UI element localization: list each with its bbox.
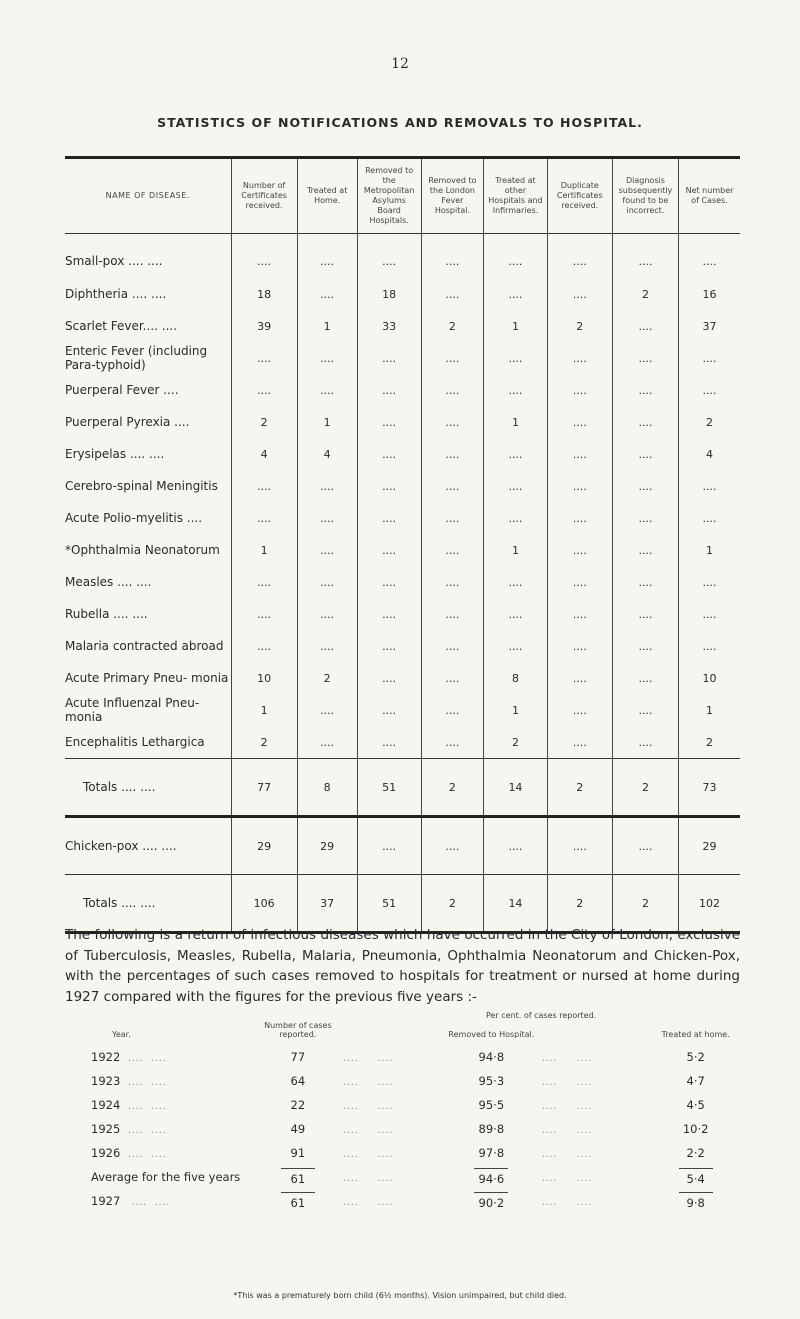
header-duplicate: Duplicate Certificates received.	[547, 158, 612, 234]
cell: ....	[547, 234, 612, 279]
disease-name: Puerperal Pyrexia ....	[65, 415, 190, 429]
header-disease: NAME OF DISEASE.	[65, 158, 231, 234]
cell: 37	[679, 310, 741, 342]
cell: 2	[612, 759, 678, 817]
cell: ....	[231, 374, 297, 406]
year: 1926	[91, 1146, 121, 1160]
cell: ....	[357, 817, 421, 875]
disease-name: Acute Primary Pneu- monia	[65, 671, 229, 685]
cell: ....	[547, 502, 612, 534]
cell: ....	[357, 342, 421, 374]
cell: ....	[231, 502, 297, 534]
average-removed: 94·6	[474, 1168, 508, 1186]
header-certificates: Number of Certificates received.	[231, 158, 297, 234]
cell: ....	[421, 374, 484, 406]
cell: ....	[484, 630, 547, 662]
cell: ....	[547, 817, 612, 875]
footnote: *This was a prematurely born child (6½ months). Vision unimpaired, but child died.	[233, 1291, 567, 1300]
cell: 1	[484, 310, 547, 342]
cell: 2	[547, 759, 612, 817]
cell: ....	[612, 566, 678, 598]
header-mab: Removed to the Metropolitan Asylums Board Hospitals.	[357, 158, 421, 234]
current-number: 61	[281, 1192, 315, 1210]
cell: ....	[484, 374, 547, 406]
cell: 2	[421, 759, 484, 817]
cell: ....	[547, 406, 612, 438]
table-row	[65, 406, 740, 438]
cell: ....	[421, 342, 484, 374]
number: 49	[290, 1122, 306, 1136]
year: 1924	[91, 1098, 121, 1112]
cell: ....	[297, 502, 357, 534]
table-row	[65, 310, 740, 342]
home-percent: 2·2	[686, 1146, 705, 1160]
cell: ....	[357, 566, 421, 598]
cell: ....	[612, 598, 678, 630]
cell: ....	[612, 374, 678, 406]
cell: ....	[547, 630, 612, 662]
cell: ....	[679, 342, 741, 374]
disease-name: Measles .... ....	[65, 575, 152, 589]
cell: 29	[231, 817, 297, 875]
cell: 18	[231, 278, 297, 310]
disease-name: Malaria contracted abroad	[65, 639, 224, 653]
row-label: Totals .... ....	[65, 875, 231, 933]
cell: ....	[547, 566, 612, 598]
cell: ....	[297, 374, 357, 406]
cell: ....	[357, 374, 421, 406]
cell: ....	[612, 534, 678, 566]
cell: 14	[484, 759, 547, 817]
cell: ....	[484, 438, 547, 470]
cell: ....	[357, 534, 421, 566]
header-removed: Removed to Hospital.	[448, 1030, 535, 1039]
cell: 1	[679, 694, 741, 726]
cell: ....	[547, 342, 612, 374]
disease-name: Enteric Fever (including Para-typhoid)	[65, 344, 208, 372]
header-home: Treated at home.	[661, 1030, 730, 1039]
cell: 2	[547, 310, 612, 342]
cell: ....	[421, 694, 484, 726]
cell: ....	[679, 502, 741, 534]
cell: ....	[231, 342, 297, 374]
cell: ....	[297, 694, 357, 726]
removed-percent: 97·8	[478, 1146, 505, 1160]
cell: ....	[357, 630, 421, 662]
cell: 1	[297, 310, 357, 342]
header-year: Year.	[112, 1030, 131, 1039]
five-year-table	[90, 1010, 740, 1213]
disease-name: Erysipelas .... ....	[65, 447, 165, 461]
home-percent: 5·2	[686, 1050, 705, 1064]
cell: ....	[421, 278, 484, 310]
summary-paragraph: The following is a return of infectious diseases which have occurred in the City of London, exclusive of Tuberculosis, Measles, Rubella, Malaria, Pneumonia, Ophthalmia Neonatorum and Chicken-Pox, with the percentages of such cases removed to hospitals for treatment or nursed at home during 1927 compared with the figures for the previous five years :-	[65, 927, 740, 1005]
cell: 73	[679, 759, 741, 817]
current-year: 1927 .... ....	[91, 1194, 171, 1208]
table-row	[65, 566, 740, 598]
header-lfh: Removed to the London Fever Hospital.	[421, 158, 484, 234]
cell: ....	[421, 726, 484, 759]
cell: ....	[357, 406, 421, 438]
cell: 1	[231, 694, 297, 726]
cell: ....	[421, 470, 484, 502]
home-percent: 4·7	[686, 1074, 705, 1088]
cell: ....	[421, 662, 484, 694]
cell: ....	[357, 502, 421, 534]
cell: 1	[484, 694, 547, 726]
cell: ....	[612, 470, 678, 502]
disease-name: Rubella .... ....	[65, 607, 148, 621]
cell: ....	[547, 726, 612, 759]
cell: 2	[421, 310, 484, 342]
page-title: STATISTICS OF NOTIFICATIONS AND REMOVALS TO HOSPITAL.	[157, 115, 643, 130]
cell: 2	[421, 875, 484, 933]
cell: ....	[297, 630, 357, 662]
year-row: 1923 .... .... 64 .... .... 95·3 .... .... 4·7	[90, 1069, 740, 1093]
cell: ....	[612, 726, 678, 759]
cell: 8	[484, 662, 547, 694]
year: 1923	[91, 1074, 121, 1088]
cell: 14	[484, 875, 547, 933]
cell: ....	[421, 817, 484, 875]
removed-percent: 95·5	[478, 1098, 505, 1112]
cell: 29	[679, 817, 741, 875]
average-row: Average for the five years 61 .... .... 94·6 .... .... 5·4	[90, 1165, 740, 1189]
disease-name: Small-pox .... ....	[65, 254, 163, 268]
table-row	[65, 726, 740, 759]
cell: 1	[484, 406, 547, 438]
table-row	[65, 374, 740, 406]
cell: ....	[679, 470, 741, 502]
cell: ....	[484, 598, 547, 630]
disease-name: Scarlet Fever.... ....	[65, 319, 178, 333]
table-row	[65, 502, 740, 534]
cell: ....	[484, 234, 547, 279]
table-row	[65, 234, 740, 279]
cell: 4	[297, 438, 357, 470]
cell: ....	[231, 566, 297, 598]
cell: ....	[612, 438, 678, 470]
disease-name: Cerebro-spinal Meningitis	[65, 479, 218, 493]
table-row	[65, 694, 740, 726]
removed-percent: 95·3	[478, 1074, 505, 1088]
cell: 4	[679, 438, 741, 470]
cell: ....	[612, 406, 678, 438]
cell: ....	[297, 726, 357, 759]
chicken-pox-row	[65, 817, 740, 875]
cell: ....	[547, 374, 612, 406]
table-row	[65, 470, 740, 502]
cell: ....	[421, 438, 484, 470]
cell: ....	[231, 630, 297, 662]
cell: ....	[297, 566, 357, 598]
cell: 8	[297, 759, 357, 817]
cell: ....	[231, 234, 297, 279]
current-home: 9·8	[679, 1192, 713, 1210]
cell: 51	[357, 759, 421, 817]
table-row	[65, 662, 740, 694]
cell: 2	[297, 662, 357, 694]
cell: 2	[612, 875, 678, 933]
cell: ....	[357, 470, 421, 502]
cell: ....	[612, 310, 678, 342]
cell: ....	[679, 234, 741, 279]
cell: ....	[421, 566, 484, 598]
header-home: Treated at Home.	[297, 158, 357, 234]
cell: 1	[231, 534, 297, 566]
cell: ....	[357, 662, 421, 694]
cell: ....	[231, 598, 297, 630]
cell: ....	[612, 694, 678, 726]
disease-name: *Ophthalmia Neonatorum	[65, 543, 220, 557]
cell: 16	[679, 278, 741, 310]
table-row	[65, 598, 740, 630]
cell: 2	[612, 278, 678, 310]
cell: 4	[231, 438, 297, 470]
cell: ....	[421, 234, 484, 279]
row-label: Chicken-pox .... ....	[65, 817, 231, 875]
cell: ....	[612, 662, 678, 694]
cell: ....	[421, 502, 484, 534]
year-row: 1922 .... .... 77 .... .... 94·8 .... .... 5·2	[90, 1045, 740, 1069]
year-row: 1925 .... .... 49 .... .... 89·8 .... .... 10·2	[90, 1117, 740, 1141]
disease-name: Encephalitis Lethargica	[65, 735, 205, 749]
cell: ....	[484, 566, 547, 598]
cell: 18	[357, 278, 421, 310]
cell: ....	[679, 374, 741, 406]
cell: 1	[297, 406, 357, 438]
cell: 106	[231, 875, 297, 933]
year: 1925	[91, 1122, 121, 1136]
cell: ....	[357, 726, 421, 759]
cell: ....	[679, 566, 741, 598]
cell: ....	[484, 470, 547, 502]
cell: ....	[484, 502, 547, 534]
cell: ....	[547, 534, 612, 566]
table-header-row	[65, 158, 740, 234]
cell: 10	[231, 662, 297, 694]
cell: 2	[679, 726, 741, 759]
home-percent: 4·5	[686, 1098, 705, 1112]
table-row	[65, 438, 740, 470]
cell: ....	[679, 598, 741, 630]
cell: 39	[231, 310, 297, 342]
cell: ....	[484, 342, 547, 374]
cell: 2	[231, 406, 297, 438]
number: 64	[290, 1074, 306, 1088]
disease-name: Acute Polio-myelitis ....	[65, 511, 203, 525]
removed-percent: 89·8	[478, 1122, 505, 1136]
cell: ....	[357, 234, 421, 279]
header-number: Number of cases reported.	[264, 1021, 332, 1039]
average-label: Average for the five years	[91, 1170, 241, 1184]
five-year-header-top	[90, 1010, 740, 1020]
cell: ....	[231, 470, 297, 502]
cell: ....	[297, 470, 357, 502]
cell: 51	[357, 875, 421, 933]
current-year-row: 1927 .... .... 61 .... .... 90·2 .... .... 9·8	[90, 1189, 740, 1213]
average-home: 5·4	[679, 1168, 713, 1186]
cell: ....	[484, 278, 547, 310]
cell: 29	[297, 817, 357, 875]
cell: ....	[297, 234, 357, 279]
cell: ....	[297, 342, 357, 374]
cell: ....	[421, 406, 484, 438]
cell: ....	[547, 438, 612, 470]
cell: ....	[297, 278, 357, 310]
cell: ....	[612, 630, 678, 662]
cell: ....	[421, 598, 484, 630]
cell: ....	[612, 502, 678, 534]
cell: ....	[357, 598, 421, 630]
cell: 77	[231, 759, 297, 817]
table-row	[65, 342, 740, 374]
disease-name: Diphtheria .... ....	[65, 287, 167, 301]
table-row	[65, 630, 740, 662]
disease-name: Acute Influenzal Pneu- monia	[65, 696, 200, 724]
removed-percent: 94·8	[478, 1050, 505, 1064]
row-label: Totals .... ....	[65, 759, 231, 817]
cell: ....	[612, 234, 678, 279]
cell: 1	[679, 534, 741, 566]
cell: ....	[679, 630, 741, 662]
current-removed: 90·2	[474, 1192, 508, 1210]
cell: ....	[297, 534, 357, 566]
header-other: Treated at other Hospitals and Infirmaries.	[484, 158, 547, 234]
cell: ....	[547, 598, 612, 630]
cell: 10	[679, 662, 741, 694]
cell: ....	[357, 694, 421, 726]
year-row: 1924 .... .... 22 .... .... 95·5 .... .... 4·5	[90, 1093, 740, 1117]
cell: ....	[612, 817, 678, 875]
cell: 2	[679, 406, 741, 438]
cell: ....	[297, 598, 357, 630]
cell: 2	[484, 726, 547, 759]
cell: ....	[484, 817, 547, 875]
cell: 33	[357, 310, 421, 342]
cell: ....	[421, 630, 484, 662]
number: 22	[290, 1098, 306, 1112]
page-number: 12	[391, 56, 409, 72]
cell: ....	[547, 694, 612, 726]
number: 91	[290, 1146, 306, 1160]
current-year-label: 1927	[91, 1194, 121, 1208]
disease-name: Puerperal Fever ....	[65, 383, 179, 397]
cell: ....	[547, 662, 612, 694]
year: 1922	[91, 1050, 121, 1064]
average-number: 61	[281, 1168, 315, 1186]
grand-totals-row	[65, 875, 740, 933]
table-row	[65, 534, 740, 566]
header-percent: Per cent. of cases reported.	[485, 1011, 597, 1020]
cell: 37	[297, 875, 357, 933]
cell: ....	[421, 534, 484, 566]
cell: 102	[679, 875, 741, 933]
year-row: 1926 .... .... 91 .... .... 97·8 .... .... 2·2	[90, 1141, 740, 1165]
number: 77	[290, 1050, 306, 1064]
cell: 1	[484, 534, 547, 566]
totals-row	[65, 759, 740, 817]
header-net: Net number of Cases.	[679, 158, 741, 234]
cell: ....	[547, 278, 612, 310]
cell: 2	[547, 875, 612, 933]
notifications-table	[65, 156, 740, 934]
table-row	[65, 278, 740, 310]
cell: ....	[612, 342, 678, 374]
header-incorrect: Diagnosis subsequently found to be incorrect.	[612, 158, 678, 234]
five-year-header	[90, 1020, 740, 1045]
home-percent: 10·2	[682, 1122, 709, 1136]
cell: ....	[357, 438, 421, 470]
cell: 2	[231, 726, 297, 759]
cell: ....	[547, 470, 612, 502]
